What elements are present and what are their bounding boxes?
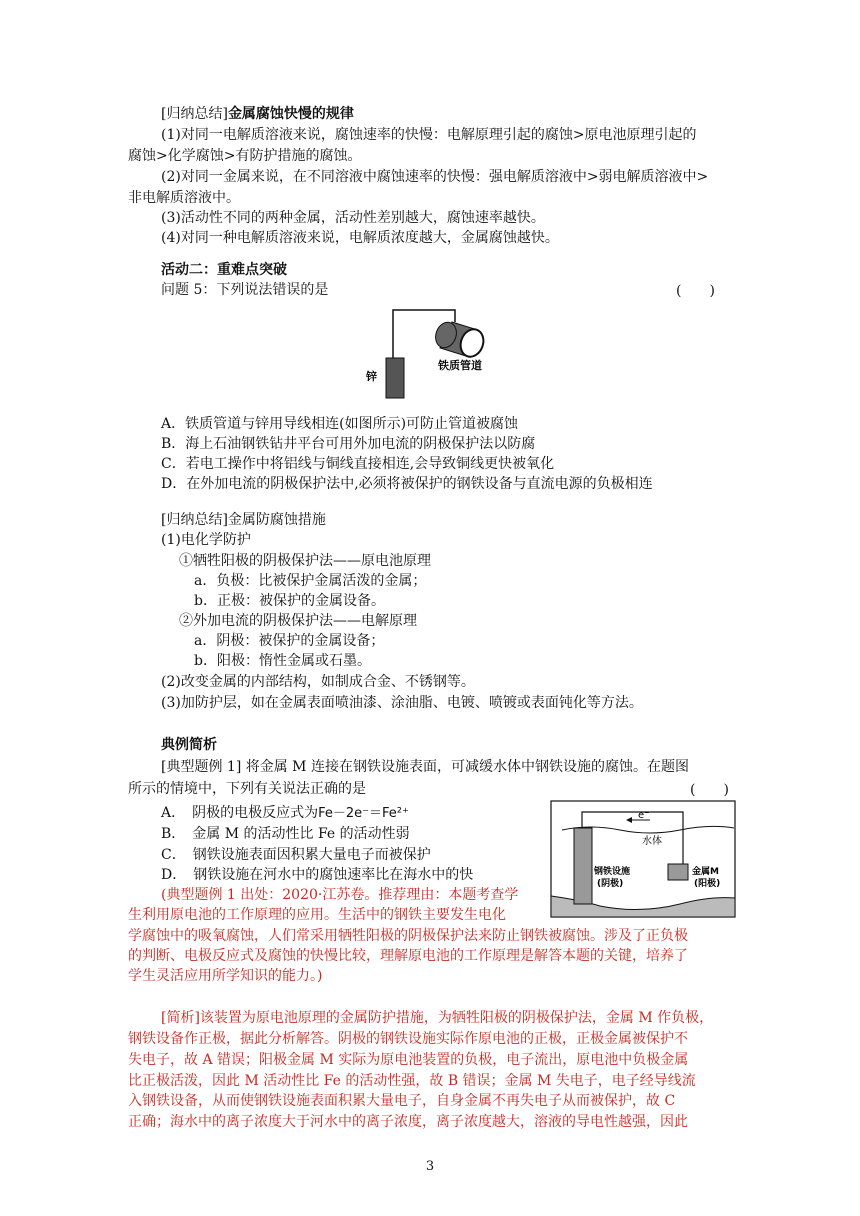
question-5: 问题 5：下列说法错误的是 (161, 282, 329, 298)
zinc-label: 锌 (366, 370, 377, 383)
source-line-5: 学生灵活应用所学知识的能力。) (128, 968, 323, 984)
metal-m-block (668, 864, 688, 880)
source-line-4: 的判断、电极反应式及腐蚀的快慢比较，理解原电池的工作原理是解答本题的关键，培养了 (128, 948, 688, 964)
activity-title: 活动二：重难点突破 (161, 262, 287, 278)
rule-line-3: (2)对同一金属来说，在不同溶液中腐蚀速率的快慢：强电解质溶液中>弱电解质溶液中> (161, 169, 709, 185)
option-a-text: A． 阴极的电极反应式为 (161, 805, 319, 821)
zinc-pipe-figure (360, 300, 500, 400)
example-option-c: C． 钢铁设施表面因积累大量电子而被保护 (161, 847, 431, 863)
steel-label: 钢铁设施 (594, 867, 631, 877)
source-line-1: (典型题例 1 出处：2020·江苏卷。推荐理由：本题考查学 (161, 887, 519, 903)
answer-blank: ( ) (676, 283, 715, 299)
page-number: 3 (425, 1159, 435, 1174)
measure-1-2: ②外加电流的阴极保护法——电解原理 (179, 613, 417, 629)
zinc-block (386, 358, 404, 398)
water-label: 水体 (642, 836, 662, 847)
rule-line-4: 非电解质溶液中。 (128, 190, 240, 206)
electron-label: e⁻ (638, 810, 650, 821)
measure-1-1-a: a．负极：比被保护金属活泼的金属； (194, 573, 427, 589)
rule-line-2: 腐蚀>化学腐蚀>有防护措施的腐蚀。 (128, 148, 362, 164)
analysis-line-4: 比正极活泼，因此 M 活动性比 Fe 的活动性强，故 B 错误；金属 M 失电子，电子经导线流 (128, 1073, 696, 1089)
measure-1-2-b: b．阳极：惰性金属或石墨。 (194, 653, 371, 669)
summary-heading-2: [归纳总结]金属防腐蚀措施 (161, 512, 326, 528)
example-option-b: B． 金属 M 的活动性比 Fe 的活动性弱 (161, 826, 410, 842)
analysis-line-2: 钢铁设备作正极，据此分析解答。阴极的钢铁设施实际作原电池的正极，正极金属被保护不 (128, 1031, 688, 1047)
rule-line-5: (3)活动性不同的两种金属，活动性差别越大，腐蚀速率越快。 (161, 210, 545, 226)
steel-role-label: (阴极) (597, 879, 624, 889)
measure-3: (3)加防护层，如在金属表面喷油漆、涂油脂、电镀、喷镀或表面钝化等方法。 (161, 695, 643, 711)
steel-facility (574, 828, 592, 904)
measure-1-2-a: a．阴极：被保护的金属设备； (194, 633, 385, 649)
measure-1-1: ①牺牲阳极的阴极保护法——原电池原理 (179, 553, 431, 569)
example-stem-2: 所示的情境中，下列有关说法正确的是 (128, 781, 366, 797)
example-title: 典例简析 (161, 737, 217, 753)
summary-tag: [归纳总结] (161, 106, 228, 122)
summary-heading-1 (161, 104, 354, 124)
analysis-line-6: 正确；海水中的离子浓度大于河水中的离子浓度，离子浓度越大，溶液的导电性越强，因此 (128, 1114, 688, 1130)
analysis-line-1: [简析]该装置为原电池原理的金属防护措施，为牺牲阳极的阴极保护法，金属 M 作负极， (161, 1010, 714, 1026)
example-option-d: D． 钢铁设施在河水中的腐蚀速率比在海水中的快 (161, 867, 474, 883)
example-option-a (161, 803, 409, 824)
measure-2: (2)改变金属的内部结构，如制成合金、不锈钢等。 (161, 674, 475, 690)
summary-title: 金属腐蚀快慢的规律 (227, 106, 354, 122)
metal-role-label: (阳极) (694, 879, 721, 889)
option-c: C．若电工操作中将铝线与铜线直接相连,会导致铜线更快被氧化 (161, 456, 555, 472)
measure-1-1-b: b．正极：被保护的金属设备。 (194, 593, 385, 609)
option-d: D．在外加电流的阴极保护法中,必须将被保护的钢铁设备与直流电源的负极相连 (161, 476, 653, 492)
metal-label: 金属M (692, 867, 719, 877)
pipe-label: 铁质管道 (438, 359, 482, 372)
option-a: A．铁质管道与锌用导线相连(如图所示)可防止管道被腐蚀 (161, 416, 519, 432)
cathodic-protection-figure (550, 800, 736, 918)
analysis-line-3: 失电子，故 A 错误；阳极金属 M 实际为原电池装置的负极，电子流出，原电池中负极金属 (128, 1052, 689, 1068)
option-a-formula: Fe－2e⁻＝Fe²⁺ (318, 806, 409, 821)
option-b: B．海上石油钢铁钻井平台可用外加电流的阴极保护法以防腐 (161, 436, 536, 452)
source-line-2: 生利用原电池的工作原理的应用。生活中的钢铁主要发生电化 (128, 907, 506, 923)
analysis-line-5: 入钢铁设备，从而使钢铁设施表面积累大量电子，自身金属不再失电子从而被保护，故 C (128, 1093, 676, 1109)
rule-line-6: (4)对同一种电解质溶液来说，电解质浓度越大，金属腐蚀越快。 (161, 230, 559, 246)
source-line-3: 学腐蚀中的吸氧腐蚀，人们常采用牺牲阳极的阴极保护法来防止钢铁被腐蚀。涉及了正负极 (128, 928, 688, 944)
example-answer-blank: ( ) (690, 782, 729, 798)
rule-line-1: (1)对同一电解质溶液来说，腐蚀速率的快慢：电解原理引起的腐蚀>原电池原理引起的 (161, 127, 697, 143)
measure-1: (1)电化学防护 (161, 532, 251, 548)
example-stem-1: [典型题例 1] 将金属 M 连接在钢铁设施表面，可减缓水体中钢铁设施的腐蚀。在题图 (161, 759, 689, 775)
